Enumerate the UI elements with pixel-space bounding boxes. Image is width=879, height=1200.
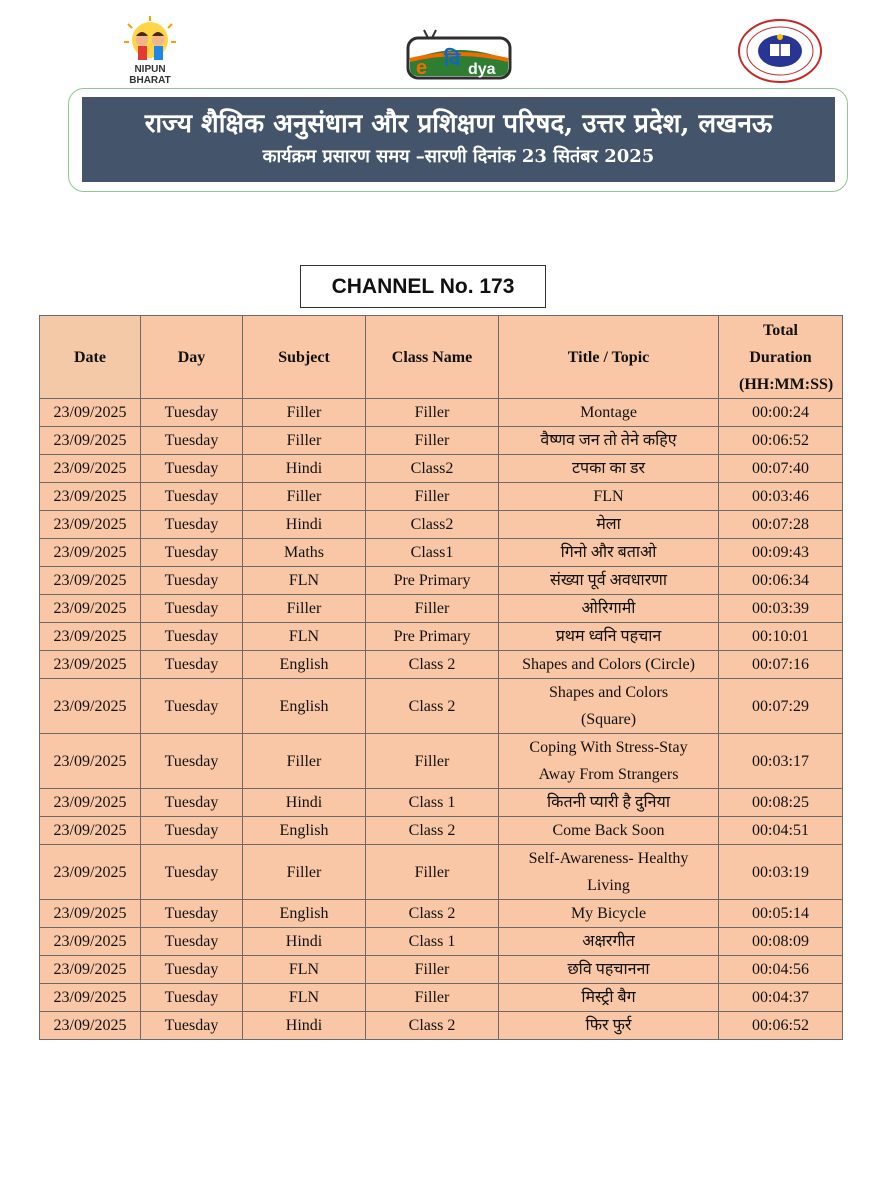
evidya-tv-logo <box>404 20 514 82</box>
table-row <box>40 483 843 511</box>
svg-text:e: e <box>416 57 428 79</box>
cell-class-name: Class 2 <box>366 651 499 679</box>
cell-date: 23/09/2025 <box>40 734 141 789</box>
cell-class-name: Pre Primary <box>366 623 499 651</box>
cell-day: Tuesday <box>141 928 243 956</box>
cell-day: Tuesday <box>141 734 243 789</box>
schedule-body <box>40 399 843 1040</box>
cell-date: 23/09/2025 <box>40 1012 141 1040</box>
table-row <box>40 900 843 928</box>
header-title: राज्य शैक्षिक अनुसंधान और प्रशिक्षण परिषद, उत्तर प्रदेश, लखनऊ <box>144 109 773 139</box>
table-row <box>40 567 843 595</box>
cell-duration: 00:09:43 <box>719 539 843 567</box>
cell-duration: 00:06:52 <box>719 1012 843 1040</box>
cell-date: 23/09/2025 <box>40 539 141 567</box>
cell-duration: 00:06:34 <box>719 567 843 595</box>
title-line: (Square) <box>580 711 637 728</box>
table-row <box>40 817 843 845</box>
cell-class-name: Class1 <box>366 539 499 567</box>
cell-duration: 00:04:37 <box>719 984 843 1012</box>
cell-duration: 00:03:46 <box>719 483 843 511</box>
cell-title-topic: My Bicycle <box>499 900 719 928</box>
cell-day: Tuesday <box>141 817 243 845</box>
cell-class-name: Filler <box>366 984 499 1012</box>
cell-class-name: Filler <box>366 483 499 511</box>
table-header-row <box>40 316 843 399</box>
cell-duration: 00:07:28 <box>719 511 843 539</box>
column-header-date: Date <box>40 316 141 399</box>
cell-day: Tuesday <box>141 539 243 567</box>
cell-day: Tuesday <box>141 679 243 734</box>
cell-class-name: Class 2 <box>366 900 499 928</box>
cell-date: 23/09/2025 <box>40 928 141 956</box>
cell-duration: 00:04:56 <box>719 956 843 984</box>
table-row <box>40 679 843 734</box>
cell-date: 23/09/2025 <box>40 483 141 511</box>
cell-day: Tuesday <box>141 651 243 679</box>
cell-title-topic: ओरिगामी <box>499 595 719 623</box>
cell-subject: Filler <box>243 595 366 623</box>
cell-subject: English <box>243 817 366 845</box>
cell-day: Tuesday <box>141 900 243 928</box>
cell-subject: English <box>243 900 366 928</box>
cell-title-topic: संख्या पूर्व अवधारणा <box>499 567 719 595</box>
cell-duration: 00:03:17 <box>719 734 843 789</box>
title-line: Coping With Stress-Stay <box>529 739 688 756</box>
cell-class-name: Filler <box>366 956 499 984</box>
cell-title-topic: वैष्णव जन तो तेने कहिए <box>499 427 719 455</box>
cell-duration: 00:07:40 <box>719 455 843 483</box>
cell-subject: Filler <box>243 734 366 789</box>
title-line: Self-Awareness- Healthy <box>528 850 689 867</box>
cell-duration: 00:10:01 <box>719 623 843 651</box>
cell-class-name: Class2 <box>366 511 499 539</box>
cell-date: 23/09/2025 <box>40 455 141 483</box>
cell-class-name: Class2 <box>366 455 499 483</box>
cell-duration: 00:00:24 <box>719 399 843 427</box>
cell-day: Tuesday <box>141 623 243 651</box>
cell-subject: Hindi <box>243 455 366 483</box>
header-subtitle: कार्यक्रम प्रसारण समय –सारणी दिनांक 23 सितंबर 2025 <box>262 146 655 167</box>
cell-duration: 00:05:14 <box>719 900 843 928</box>
table-row <box>40 511 843 539</box>
cell-date: 23/09/2025 <box>40 900 141 928</box>
cell-day: Tuesday <box>141 567 243 595</box>
cell-date: 23/09/2025 <box>40 399 141 427</box>
cell-duration: 00:07:29 <box>719 679 843 734</box>
svg-text:BHARAT: BHARAT <box>129 75 171 86</box>
cell-day: Tuesday <box>141 845 243 900</box>
cell-subject: Hindi <box>243 1012 366 1040</box>
table-row <box>40 651 843 679</box>
cell-date: 23/09/2025 <box>40 623 141 651</box>
cell-subject: Filler <box>243 399 366 427</box>
cell-subject: Filler <box>243 427 366 455</box>
column-header-class-name: Class Name <box>366 316 499 399</box>
title-line: Living <box>587 877 630 894</box>
cell-title-topic: FLN <box>499 483 719 511</box>
cell-day: Tuesday <box>141 789 243 817</box>
cell-date: 23/09/2025 <box>40 845 141 900</box>
cell-title-topic <box>499 845 719 900</box>
cell-subject: Hindi <box>243 789 366 817</box>
cell-date: 23/09/2025 <box>40 679 141 734</box>
cell-duration: 00:06:52 <box>719 427 843 455</box>
header-banner <box>82 97 835 182</box>
table-row <box>40 539 843 567</box>
cell-date: 23/09/2025 <box>40 956 141 984</box>
cell-subject: English <box>243 679 366 734</box>
cell-class-name: Filler <box>366 399 499 427</box>
cell-day: Tuesday <box>141 427 243 455</box>
cell-day: Tuesday <box>141 483 243 511</box>
cell-day: Tuesday <box>141 595 243 623</box>
cell-title-topic: टपका का डर <box>499 455 719 483</box>
cell-class-name: Class 1 <box>366 928 499 956</box>
cell-subject: Filler <box>243 845 366 900</box>
scert-emblem <box>737 18 823 84</box>
cell-title-topic: प्रथम ध्वनि पहचान <box>499 623 719 651</box>
svg-text:वि: वि <box>444 49 461 71</box>
column-header-title-topic: Title / Topic <box>499 316 719 399</box>
table-row <box>40 928 843 956</box>
channel-label: CHANNEL No. 173 <box>300 265 546 308</box>
cell-subject: Hindi <box>243 928 366 956</box>
cell-date: 23/09/2025 <box>40 511 141 539</box>
cell-title-topic: Shapes and Colors (Circle) <box>499 651 719 679</box>
cell-subject: English <box>243 651 366 679</box>
cell-date: 23/09/2025 <box>40 651 141 679</box>
cell-date: 23/09/2025 <box>40 427 141 455</box>
svg-text:dya: dya <box>468 61 496 78</box>
cell-title-topic: फिर फुर्र <box>499 1012 719 1040</box>
table-row <box>40 399 843 427</box>
cell-title-topic <box>499 734 719 789</box>
table-row <box>40 595 843 623</box>
table-row <box>40 623 843 651</box>
table-row <box>40 455 843 483</box>
cell-duration: 00:07:16 <box>719 651 843 679</box>
table-row <box>40 956 843 984</box>
cell-day: Tuesday <box>141 956 243 984</box>
cell-class-name: Pre Primary <box>366 567 499 595</box>
cell-class-name: Class 2 <box>366 817 499 845</box>
cell-title-topic: मिस्ट्री बैग <box>499 984 719 1012</box>
table-row <box>40 984 843 1012</box>
cell-day: Tuesday <box>141 984 243 1012</box>
cell-date: 23/09/2025 <box>40 817 141 845</box>
cell-duration: 00:03:39 <box>719 595 843 623</box>
cell-title-topic: Montage <box>499 399 719 427</box>
column-header-total-duration: Total Duration (HH:MM:SS) <box>719 316 843 399</box>
cell-title-topic: मेला <box>499 511 719 539</box>
cell-subject: FLN <box>243 567 366 595</box>
cell-title-topic: कितनी प्यारी है दुनिया <box>499 789 719 817</box>
cell-title-topic: अक्षरगीत <box>499 928 719 956</box>
table-row <box>40 845 843 900</box>
cell-date: 23/09/2025 <box>40 567 141 595</box>
cell-duration: 00:03:19 <box>719 845 843 900</box>
cell-class-name: Filler <box>366 734 499 789</box>
cell-subject: FLN <box>243 984 366 1012</box>
column-header-day: Day <box>141 316 243 399</box>
table-row <box>40 734 843 789</box>
cell-duration: 00:08:09 <box>719 928 843 956</box>
cell-class-name: Filler <box>366 595 499 623</box>
table-row <box>40 1012 843 1040</box>
cell-title-topic: छवि पहचानना <box>499 956 719 984</box>
cell-day: Tuesday <box>141 511 243 539</box>
cell-class-name: Filler <box>366 845 499 900</box>
cell-subject: FLN <box>243 623 366 651</box>
cell-day: Tuesday <box>141 1012 243 1040</box>
cell-class-name: Class 2 <box>366 1012 499 1040</box>
cell-title-topic: गिनो और बताओ <box>499 539 719 567</box>
schedule-table <box>39 315 843 1040</box>
column-header-subject: Subject <box>243 316 366 399</box>
table-row <box>40 789 843 817</box>
title-line: Shapes and Colors <box>548 684 669 701</box>
cell-title-topic <box>499 679 719 734</box>
cell-class-name: Class 2 <box>366 679 499 734</box>
cell-day: Tuesday <box>141 455 243 483</box>
cell-day: Tuesday <box>141 399 243 427</box>
cell-duration: 00:08:25 <box>719 789 843 817</box>
svg-text:NIPUN: NIPUN <box>134 64 166 75</box>
title-line: Away From Strangers <box>538 766 679 783</box>
cell-date: 23/09/2025 <box>40 789 141 817</box>
cell-class-name: Filler <box>366 427 499 455</box>
cell-subject: Maths <box>243 539 366 567</box>
table-row <box>40 427 843 455</box>
nipun-bharat-logo <box>110 14 190 88</box>
cell-class-name: Class 1 <box>366 789 499 817</box>
cell-duration: 00:04:51 <box>719 817 843 845</box>
cell-subject: Filler <box>243 483 366 511</box>
cell-date: 23/09/2025 <box>40 984 141 1012</box>
cell-title-topic: Come Back Soon <box>499 817 719 845</box>
cell-subject: Hindi <box>243 511 366 539</box>
cell-subject: FLN <box>243 956 366 984</box>
cell-date: 23/09/2025 <box>40 595 141 623</box>
